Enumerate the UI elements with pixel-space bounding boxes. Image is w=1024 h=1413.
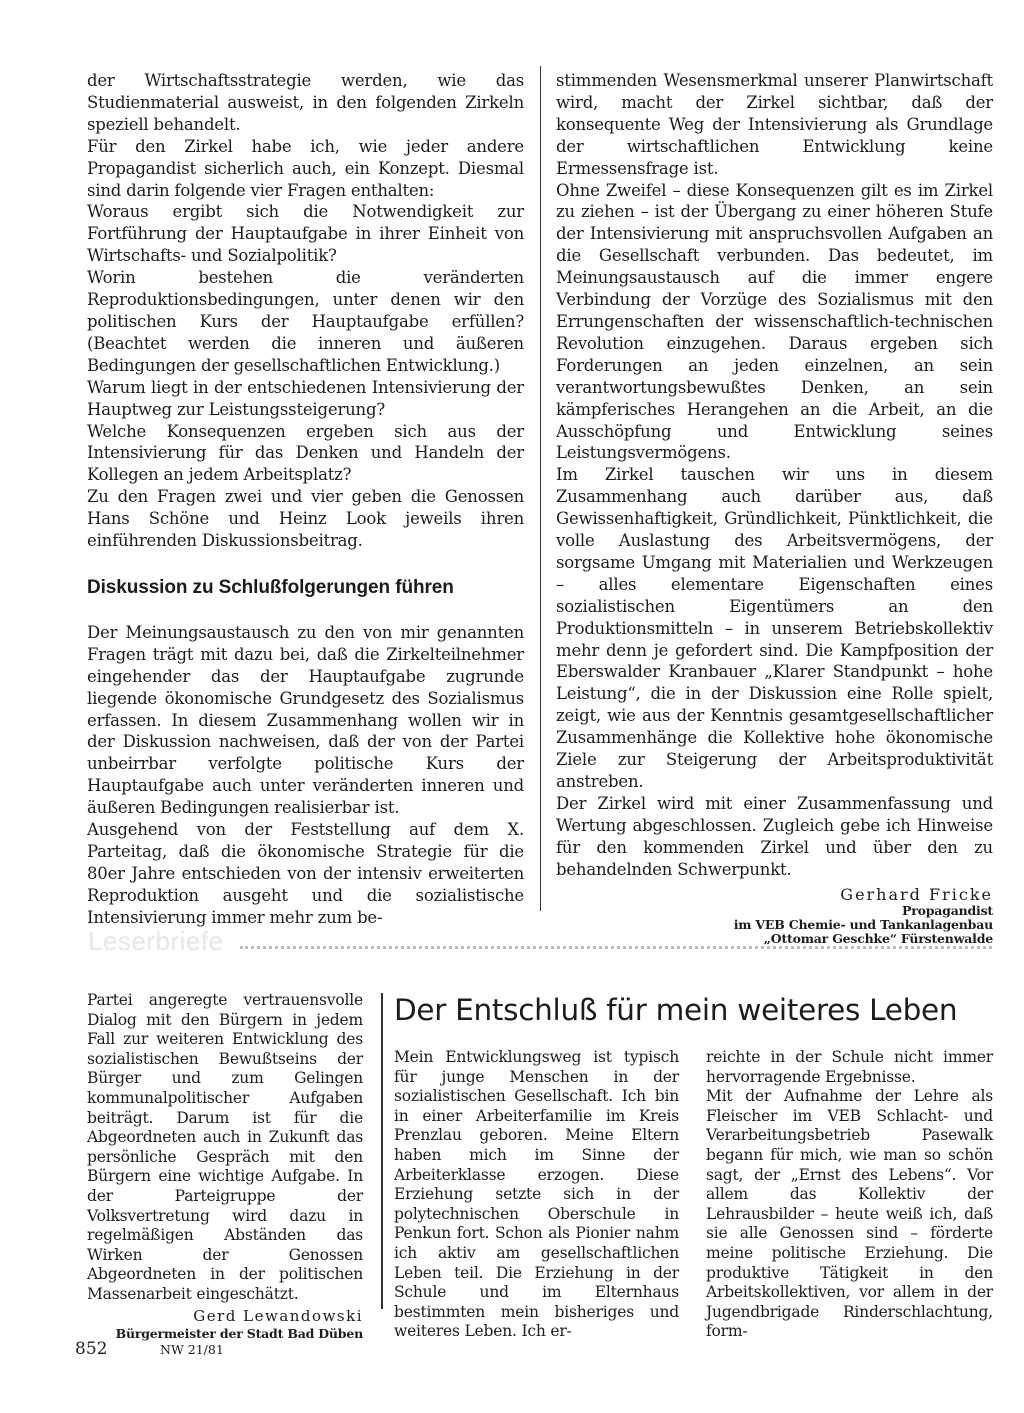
article-subheading: Diskussion zu Schlußfolgerungen führen [87,576,454,598]
issue-label: NW 21/81 [160,1342,224,1357]
article-paragraph: Ohne Zweifel – diese Konsequenzen gilt es im Zirkel zu ziehen – ist der Übergang zu einer höheren Stufe der Intensivierung mit anspruchsvollen Aufgaben an die Gesellschaft verbunden. Das bedeutet, im Meinungsaustausch auf die immer engere Verbindung der Vorzüge des Sozialismus mit den Errungenschaften der wissenschaftlich-technischen Revolution einzugehen. Daraus ergeben sich Forderungen an jeden einzelnen, an sein verantwortungsbewußtes Denken, an sein kämpferisches Herangehen an die Arbeit, an die Ausschöpfung und Entwicklung seines Leistungsvermögens. [556,180,993,463]
article-paragraph: Der Zirkel wird mit einer Zusammenfassung und Wertung abgeschlossen. Zugleich gebe ich Hinweise für den kommenden Zirkel und über den zu behandelnden Schwerpunkt. [556,793,993,879]
author-location: „Ottomar Geschke“ Fürstenwalde [763,930,993,946]
letter-text: Mit der Aufnahme der Lehre als Fleischer im VEB Schlacht- und Verarbeitungsbetrieb Pasewalk begann für mich, wie man so schön sagt, der „Ernst des Lebens“. Vor allem das Kollektiv der Lehrausbilder – heute weiß ich, daß sie alle Genossen sind – förderte meine politische Erziehung. Die produktive Tätigkeit in den Arbeitskollektiven, vor allem in der Jugendbrigade Rinderschlachtung, form- [706,1087,993,1341]
letter-author-name: Gerd Lewandowski [193,1306,363,1325]
article-paragraph: stimmenden Wesensmerkmal unserer Planwirtschaft wird, macht der Zirkel sichtbar, daß der konsequente Weg der Intensivierung als Grundlage der wirtschaftlichen Entwicklung keine Ermessensfrage ist. [556,71,993,178]
article-paragraph: Welche Konsequenzen ergeben sich aus der Intensivierung für das Denken und Handeln der Kollegen an jedem Arbeitsplatz? [87,421,524,485]
letter-two-column-one [394,1048,679,1342]
letter-author-title: Bürgermeister der Stadt Bad Düben [115,1325,363,1341]
author-name: Gerhard Fricke [840,884,993,904]
article-paragraph: Worin bestehen die veränderten Reproduktionsbedingungen, unter denen wir den politischen Kurs der Hauptaufgabe erfüllen? (Beachtet werden die inneren und äußeren Bedingungen der gesellschaftlichen Entwicklung.) [87,268,524,375]
article-paragraph: Ausgehend von der Feststellung auf dem X. Parteitag, daß die ökonomische Strategie für die 80er Jahre entschieden von der intensiv erweiterten Reproduktion ausgeht und die sozialistische Intensivierung immer mehr zum be- [87,820,524,927]
article-paragraph: Zu den Fragen zwei und vier geben die Genossen Hans Schöne und Heinz Look jeweils ihren einführenden Diskussionsbeitrag. [87,487,524,551]
column-divider [540,66,541,911]
letter-text: reichte in der Schule nicht immer hervorragende Ergebnisse. [706,1048,993,1086]
letter-two-column-two [706,1048,993,1342]
letter-text: Partei angeregte vertrauensvolle Dialog mit den Bürgern in jedem Fall zur weiteren Entwicklung des sozialistischen Bewußtseins der Bürger und zum Gelingen kommunalpolitischer Aufgaben beiträgt. Darum ist für die Abgeordneten auch in Zukunft das persönliche Gespräch mit den Bürgern eine wichtige Aufgabe. In der Parteigruppe der Volksvertretung wird dazu in regelmäßigen Abständen das Wirken der Genossen Abgeordneten in der politischen Massenarbeit eingeschätzt. [87,991,363,1303]
article-paragraph: Woraus ergibt sich die Notwendigkeit zur Fortführung der Hauptaufgabe in ihrer Einheit von Wirtschafts- und Sozialpolitik? [87,202,524,266]
article-left-column [87,70,524,929]
section-label: Leserbriefe [88,926,224,956]
author-role: Propagandist [902,902,993,918]
letter-signature [87,1307,363,1341]
letter-one [87,991,363,1341]
section-rule [240,946,992,949]
letter-divider [381,993,383,1309]
article-paragraph: Der Meinungsaustausch zu den von mir genannten Fragen trägt mit dazu bei, daß die Zirkelteilnehmer eingehender das der Hauptaufgabe zugrunde liegende ökonomische Grundgesetz des Sozialismus erfassen. In diesem Zusammenhang wollen wir in der Diskussion nachweisen, daß der von der Partei unbeirrbar verfolgte politische Kurs der Hauptaufgabe auch unter veränderten inneren und äußeren Bedingungen realisierbar ist. [87,622,524,818]
letter-headline: Der Entschluß für mein weiteres Leben [394,993,958,1027]
article-paragraph: Im Zirkel tauschen wir uns in diesem Zusammenhang auch darüber aus, daß Gewissenhaftigkeit, Gründlichkeit, Pünktlichkeit, die volle Auslastung des Arbeitsvermögens, der sorgsame Umgang mit Materialien und Werkzeugen – alles elementare Eigenschaften eines sozialistischen Eigentümers an den Produktionsmitteln – in unserem Betriebskollektiv mehr denn je gefordert sind. Die Kampfposition der Eberswalder Kranbauer „Klarer Standpunkt – hohe Leistung“, die in der Diskussion eine Rolle spielt, zeigt, wie aus der Kenntnis gesamtgesellschaftlicher Zusammenhänge die Kollektive hohe ökonomische Ziele zur Steigerung der Arbeitsproduktivität anstreben. [556,465,993,791]
article-right-column [556,70,993,946]
letter-text: Mein Entwicklungsweg ist typisch für junge Menschen in der sozialistischen Gesellschaft. Ich bin in einer Arbeiterfamilie im Kreis Prenzlau geboren. Meine Eltern haben mich im Sinne der Arbeiterklasse erzogen. Diese Erziehung setzte sich in der polytechnischen Oberschule in Penkun fort. Schon als Pionier nahm ich aktiv am gesellschaftlichen Leben teil. Die Erziehung in der Schule und im Elternhaus bestimmten mein bisheriges und weiteres Leben. Ich er- [394,1048,679,1341]
author-signature [556,885,993,946]
page-number: 852 [75,1339,108,1359]
author-company: im VEB Chemie- und Tankanlagenbau [733,916,993,932]
article-paragraph: Für den Zirkel habe ich, wie jeder andere Propagandist sicherlich auch, ein Konzept. Diesmal sind darin folgende vier Fragen enthalten: [87,136,524,200]
article-paragraph: Warum liegt in der entschiedenen Intensivierung der Hauptweg zur Leistungssteigerung? [87,377,524,419]
article-paragraph: der Wirtschaftsstrategie werden, wie das Studienmaterial ausweist, in den folgenden Zirkeln speziell behandelt. [87,71,524,134]
